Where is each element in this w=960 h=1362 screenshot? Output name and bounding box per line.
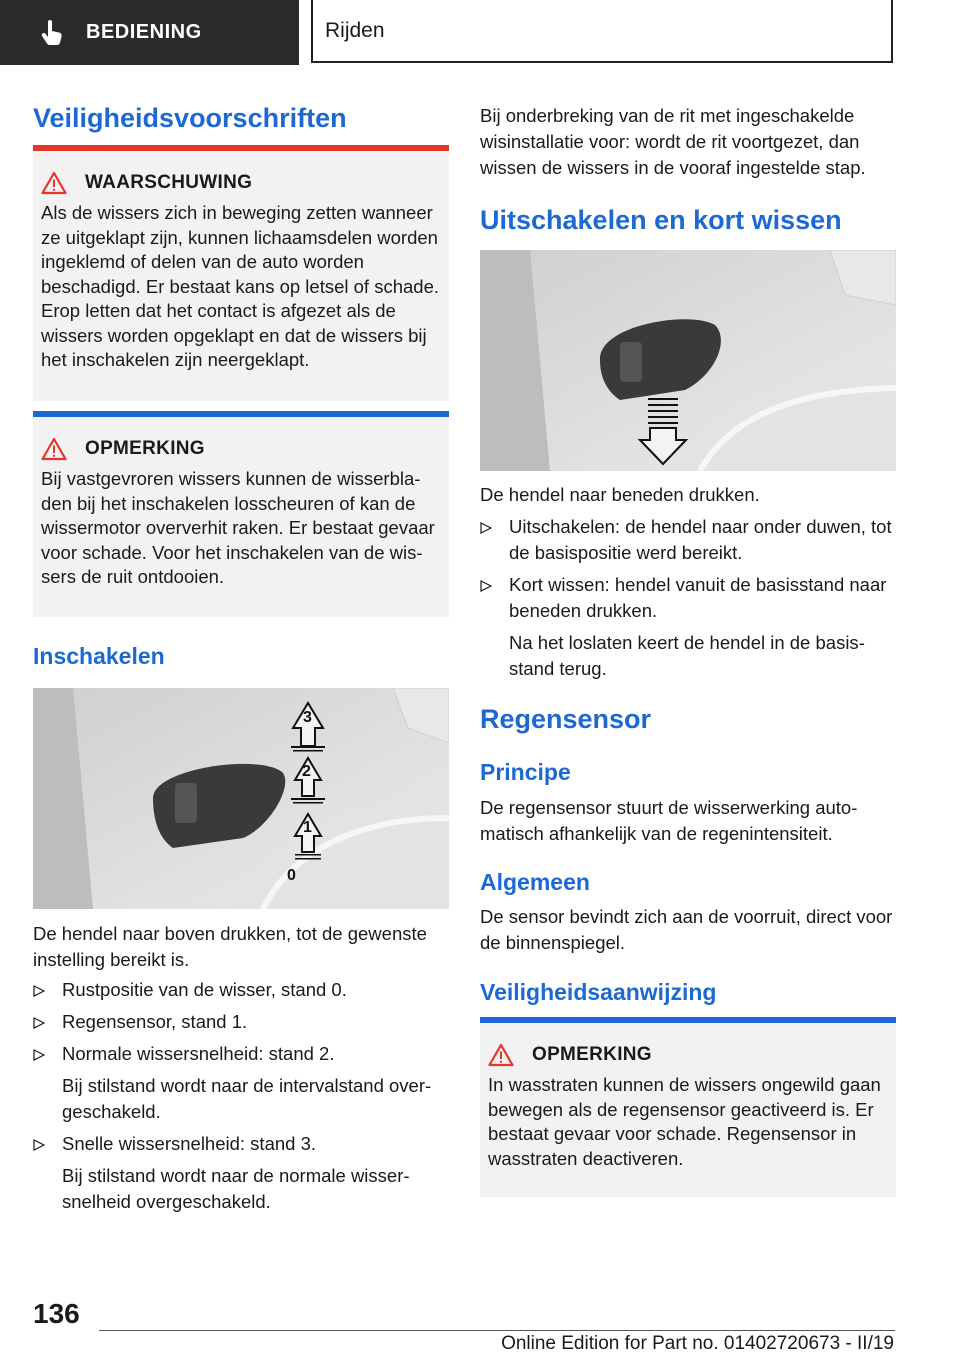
warning-title: WAARSCHUWING [85, 172, 253, 193]
wiper-lever-up-image [33, 688, 449, 909]
list-item: Snelle wissersnelheid: stand 3. Bij stilstand wordt naar de normale wissersnelheid overgeschakeld. [33, 1131, 449, 1215]
warning-triangle-icon [488, 1043, 514, 1067]
page-title: Veiligheidsvoorschriften [33, 103, 347, 133]
note-text: Bij vastgevroren wissers kunnen de wisserbladen bij het inschakelen losscheuren of kan de wissermotor oververhit raken. Er bestaat gevaar voor schade. Voor het inschakelen van de wissers de ruit ontdooien. [41, 468, 435, 587]
list-item: Normale wissersnelheid: stand 2. Bij stilstand wordt naar de intervalstand overgeschakeld. [33, 1041, 449, 1125]
section-label: BEDIENING [86, 21, 202, 43]
rain-note-title: OPMERKING [532, 1044, 652, 1065]
list-item: Rustpositie van de wisser, stand 0. [33, 977, 449, 1003]
subsection-title-algemeen: Algemeen [480, 869, 590, 895]
chapter-label: Rijden [325, 18, 385, 42]
inschakelen-list [33, 977, 449, 1221]
section-title-uitschakelen: Uitschakelen en kort wissen [480, 205, 842, 235]
wiper-lever-down-image [480, 250, 896, 471]
section-title-regensensor: Regensensor [480, 704, 652, 734]
principle-text: De regensensor stuurt de wisserwerking automatisch afhankelijk van de regenintensiteit. [480, 797, 858, 844]
diagram-label-1: 1 [303, 819, 312, 836]
diagram-label-3: 3 [303, 709, 312, 726]
triangle-bullet-icon [480, 580, 492, 592]
note-box [33, 411, 449, 617]
section-title-inschakelen: Inschakelen [33, 643, 165, 669]
warning-text: Als de wissers zich in beweging zetten wanneer ze uitgeklapt zijn, kunnen lichaamsdelen worden ingeklemd of delen van de auto worden beschadigd. Er bestaat kans op letsel of schade. Erop letten dat het contact is afgezet als de wissers worden opgeklapt en dat de wissers bij het inschakelen zijn neergeklapt. [41, 202, 440, 370]
list-item: Uitschakelen: de hendel naar onder duwen, tot de basispositie werd bereikt. [480, 514, 896, 566]
uitschakelen-list [480, 514, 896, 688]
warning-triangle-icon [41, 171, 67, 195]
section-tab[interactable] [0, 0, 299, 65]
edition-text: Online Edition for Part no. 01402720673 - II/19 [501, 1333, 894, 1354]
list-item: Regensensor, stand 1. [33, 1009, 449, 1035]
list-item-note: Bij stilstand wordt naar de normale wissersnelheid overgeschakeld. [62, 1165, 410, 1212]
triangle-bullet-icon [33, 1139, 45, 1151]
list-item: Kort wissen: hendel vanuit de basisstand naar beneden drukken. Na het loslaten keert de hendel in de basisstand terug. [480, 572, 896, 682]
warning-box [33, 145, 449, 401]
lever-down-text: De hendel naar beneden drukken. [480, 484, 760, 505]
list-item-note: Bij stilstand wordt naar de intervalstand overgeschakeld. [62, 1075, 432, 1122]
subsection-title-veiligheidsaanwijzing: Veiligheidsaanwijzing [480, 979, 717, 1005]
triangle-bullet-icon [33, 1017, 45, 1029]
note-title: OPMERKING [85, 438, 205, 459]
inschakelen-intro: De hendel naar boven drukken, tot de gewenste instelling bereikt is. [33, 923, 427, 970]
rain-note-box [480, 1017, 896, 1197]
diagram-label-2: 2 [302, 763, 311, 780]
diagram-label-0: 0 [287, 867, 296, 884]
subsection-title-principe: Principe [480, 759, 571, 785]
hand-pointer-icon [38, 19, 66, 47]
triangle-bullet-icon [33, 985, 45, 997]
rain-note-text: In wasstraten kunnen de wissers ongewild gaan bewegen als de regensensor geactiveerd is. Er bestaat gevaar voor schade. Regensensor in wasstraten deactiveren. [488, 1074, 881, 1169]
page-number: 136 [33, 1298, 80, 1329]
list-item-note: Na het loslaten keert de hendel in de basisstand terug. [509, 632, 865, 679]
triangle-bullet-icon [33, 1049, 45, 1061]
general-text: De sensor bevindt zich aan de voorruit, direct voor de binnenspiegel. [480, 906, 893, 953]
chapter-header[interactable] [311, 0, 893, 63]
triangle-bullet-icon [480, 522, 492, 534]
footer-divider [99, 1330, 895, 1331]
warning-triangle-icon [41, 437, 67, 461]
interruption-text: Bij onderbreking van de rit met ingeschakelde wisinstallatie voor: wordt de rit voortgezet, dan wissen de wissers in de vooraf ingestelde stap. [480, 105, 866, 178]
